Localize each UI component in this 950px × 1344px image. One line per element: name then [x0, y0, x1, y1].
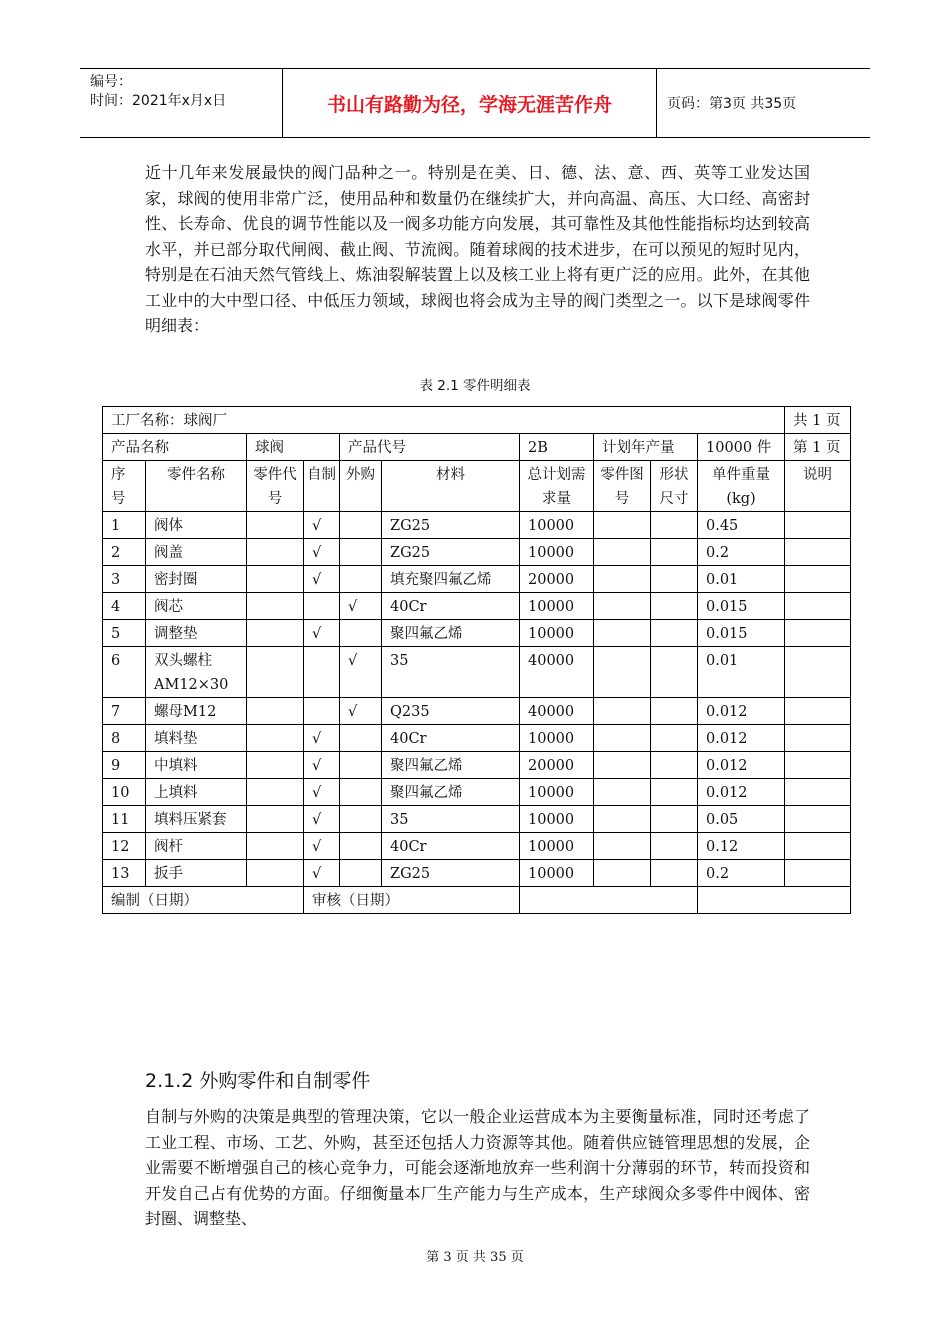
total-quantity: 20000 [520, 752, 594, 779]
section-heading: 2.1.2 外购零件和自制零件 [145, 1070, 371, 1092]
shape-size [651, 620, 698, 647]
product-code-label: 产品代号 [340, 434, 520, 461]
purchased-mark [340, 833, 382, 860]
part-name: 螺母M12 [146, 698, 247, 725]
unit-weight: 0.012 [698, 725, 785, 752]
total-quantity: 40000 [520, 698, 594, 725]
purchased-mark [340, 806, 382, 833]
material: 35 [382, 647, 520, 698]
drawing-no [594, 593, 651, 620]
remark [785, 725, 851, 752]
annual-output: 10000 件 [698, 434, 785, 461]
signature-blank [520, 887, 698, 914]
part-code [247, 512, 304, 539]
self-made-mark: √ [304, 779, 340, 806]
total-quantity: 10000 [520, 725, 594, 752]
row-no: 4 [103, 593, 146, 620]
shape-size [651, 698, 698, 725]
drawing-no [594, 566, 651, 593]
unit-weight: 0.012 [698, 752, 785, 779]
parts-table [102, 406, 851, 914]
col-header: 形状尺寸 [651, 461, 698, 512]
factory-name: 工厂名称：球阀厂 [103, 407, 785, 434]
signature-row [103, 887, 851, 914]
remark [785, 593, 851, 620]
purchased-mark [340, 725, 382, 752]
self-made-mark [304, 647, 340, 698]
material: 聚四氟乙烯 [382, 752, 520, 779]
self-made-mark: √ [304, 833, 340, 860]
row-no: 13 [103, 860, 146, 887]
part-code [247, 833, 304, 860]
remark [785, 860, 851, 887]
unit-weight: 0.05 [698, 806, 785, 833]
time-label: 时间：2021年x月x日 [90, 93, 227, 109]
self-made-mark [304, 593, 340, 620]
table-row [103, 566, 851, 593]
row-no: 5 [103, 620, 146, 647]
material: 聚四氟乙烯 [382, 779, 520, 806]
signature-blank [698, 887, 851, 914]
part-code [247, 725, 304, 752]
purchased-mark [340, 620, 382, 647]
part-name: 阀杆 [146, 833, 247, 860]
part-code [247, 539, 304, 566]
purchased-mark [340, 539, 382, 566]
col-header: 零件名称 [146, 461, 247, 512]
material: ZG25 [382, 512, 520, 539]
drawing-no [594, 833, 651, 860]
shape-size [651, 833, 698, 860]
table-row [103, 620, 851, 647]
row-no: 9 [103, 752, 146, 779]
purchased-mark [340, 779, 382, 806]
remark [785, 647, 851, 698]
table-row [103, 779, 851, 806]
remark [785, 779, 851, 806]
self-made-mark: √ [304, 806, 340, 833]
remark [785, 539, 851, 566]
total-quantity: 10000 [520, 593, 594, 620]
unit-weight: 0.45 [698, 512, 785, 539]
page-header [80, 68, 870, 138]
col-header: 自制 [304, 461, 340, 512]
remark [785, 566, 851, 593]
material: ZG25 [382, 860, 520, 887]
shape-size [651, 647, 698, 698]
total-quantity: 10000 [520, 806, 594, 833]
part-name: 扳手 [146, 860, 247, 887]
product-name-label: 产品名称 [103, 434, 247, 461]
shape-size [651, 539, 698, 566]
drawing-no [594, 806, 651, 833]
col-header: 说明 [785, 461, 851, 512]
part-code [247, 620, 304, 647]
table-caption: 表 2.1 零件明细表 [419, 378, 531, 394]
annual-output-label: 计划年产量 [594, 434, 698, 461]
col-header: 外购 [340, 461, 382, 512]
row-no: 10 [103, 779, 146, 806]
table-row [103, 512, 851, 539]
purchased-mark: √ [340, 593, 382, 620]
total-pages: 共 1 页 [785, 407, 851, 434]
table-row [103, 752, 851, 779]
unit-weight: 0.012 [698, 779, 785, 806]
part-name: 密封圈 [146, 566, 247, 593]
header-motto: 书山有路勤为径，学海无涯苦作舟 [283, 69, 657, 137]
drawing-no [594, 620, 651, 647]
part-name: 填料压紧套 [146, 806, 247, 833]
part-name: 中填料 [146, 752, 247, 779]
intro-paragraph: 近十几年来发展最快的阀门品种之一。特别是在美、日、德、法、意、西、英等工业发达国家，球阀的使用非常广泛，使用品种和数量仍在继续扩大，并向高温、高压、大口经、高密封性、长寿命、优良的调节性能以及一阀多功能方向发展，其可靠性及其他性能指标均达到较高水平，并已部分取代闸阀、截止阀、节流阀。随着球阀的技术进步，在可以预见的短时见内，特别是在石油天然气管线上、炼油裂解装置上以及核工业上将有更广泛的应用。此外，在其他工业中的大中型口径、中低压力领域，球阀也将会成为主导的阀门类型之一。以下是球阀零件明细表： [145, 163, 810, 335]
row-no: 6 [103, 647, 146, 698]
shape-size [651, 725, 698, 752]
page-no: 第 1 页 [785, 434, 851, 461]
review-label: 审核（日期） [304, 887, 520, 914]
total-quantity: 10000 [520, 833, 594, 860]
header-meta [80, 69, 283, 137]
column-header-row [103, 461, 851, 512]
material: 聚四氟乙烯 [382, 620, 520, 647]
shape-size [651, 566, 698, 593]
unit-weight: 0.012 [698, 698, 785, 725]
self-made-mark: √ [304, 566, 340, 593]
part-code [247, 860, 304, 887]
total-quantity: 10000 [520, 779, 594, 806]
page-footer: 第 3 页 共 35 页 [426, 1250, 524, 1265]
drawing-no [594, 860, 651, 887]
drawing-no [594, 752, 651, 779]
product-row [103, 434, 851, 461]
self-made-mark: √ [304, 620, 340, 647]
product-code: 2B [520, 434, 594, 461]
part-name: 填料垫 [146, 725, 247, 752]
self-made-mark: √ [304, 539, 340, 566]
drawing-no [594, 512, 651, 539]
row-no: 11 [103, 806, 146, 833]
table-row [103, 698, 851, 725]
part-code [247, 779, 304, 806]
number-label: 编号： [90, 74, 132, 90]
self-made-mark: √ [304, 725, 340, 752]
product-name: 球阀 [247, 434, 340, 461]
section-paragraph: 自制与外购的决策是典型的管理决策，它以一般企业运营成本为主要衡量标准，同时还考虑了工业工程、市场、工艺、外购，甚至还包括人力资源等其他。随着供应链管理思想的发展，企业需要不断增强自己的核心竞争力，可能会逐渐地放弃一些利润十分薄弱的环节，转而投资和开发自己占有优势的方面。仔细衡量本厂生产能力与生产成本，生产球阀众多零件中阀体、密封圈、调整垫、 [145, 1107, 810, 1228]
remark [785, 698, 851, 725]
part-name: 阀体 [146, 512, 247, 539]
part-code [247, 647, 304, 698]
unit-weight: 0.01 [698, 566, 785, 593]
total-quantity: 40000 [520, 647, 594, 698]
shape-size [651, 860, 698, 887]
drawing-no [594, 647, 651, 698]
unit-weight: 0.12 [698, 833, 785, 860]
part-code [247, 593, 304, 620]
table-row [103, 806, 851, 833]
part-code [247, 698, 304, 725]
header-page-info: 页码：第3页 共35页 [667, 96, 797, 112]
purchased-mark [340, 860, 382, 887]
unit-weight: 0.015 [698, 620, 785, 647]
factory-row [103, 407, 851, 434]
total-quantity: 10000 [520, 539, 594, 566]
material: 40Cr [382, 593, 520, 620]
unit-weight: 0.01 [698, 647, 785, 698]
shape-size [651, 752, 698, 779]
drawing-no [594, 779, 651, 806]
material: Q235 [382, 698, 520, 725]
shape-size [651, 779, 698, 806]
total-quantity: 10000 [520, 860, 594, 887]
unit-weight: 0.2 [698, 860, 785, 887]
remark [785, 620, 851, 647]
table-row [103, 647, 851, 698]
unit-weight: 0.015 [698, 593, 785, 620]
unit-weight: 0.2 [698, 539, 785, 566]
self-made-mark: √ [304, 752, 340, 779]
part-name: 阀盖 [146, 539, 247, 566]
table-row [103, 833, 851, 860]
part-name: 双头螺柱AM12×30 [146, 647, 247, 698]
col-header: 总计划需求量 [520, 461, 594, 512]
purchased-mark [340, 512, 382, 539]
row-no: 3 [103, 566, 146, 593]
row-no: 7 [103, 698, 146, 725]
total-quantity: 20000 [520, 566, 594, 593]
col-header: 零件图号 [594, 461, 651, 512]
shape-size [651, 806, 698, 833]
part-code [247, 566, 304, 593]
part-name: 调整垫 [146, 620, 247, 647]
row-no: 12 [103, 833, 146, 860]
col-header: 序号 [103, 461, 146, 512]
drawing-no [594, 698, 651, 725]
remark [785, 752, 851, 779]
material: 40Cr [382, 833, 520, 860]
purchased-mark [340, 566, 382, 593]
compiled-label: 编制（日期） [103, 887, 304, 914]
part-name: 阀芯 [146, 593, 247, 620]
table-row [103, 539, 851, 566]
part-code [247, 752, 304, 779]
col-header: 零件代号 [247, 461, 304, 512]
remark [785, 806, 851, 833]
purchased-mark: √ [340, 698, 382, 725]
shape-size [651, 593, 698, 620]
material: 35 [382, 806, 520, 833]
self-made-mark: √ [304, 860, 340, 887]
part-code [247, 806, 304, 833]
row-no: 8 [103, 725, 146, 752]
table-row [103, 725, 851, 752]
part-name: 上填料 [146, 779, 247, 806]
material: ZG25 [382, 539, 520, 566]
material: 40Cr [382, 725, 520, 752]
table-row [103, 860, 851, 887]
total-quantity: 10000 [520, 512, 594, 539]
total-quantity: 10000 [520, 620, 594, 647]
self-made-mark: √ [304, 512, 340, 539]
table-row [103, 593, 851, 620]
remark [785, 512, 851, 539]
col-header: 材料 [382, 461, 520, 512]
drawing-no [594, 725, 651, 752]
purchased-mark [340, 752, 382, 779]
shape-size [651, 512, 698, 539]
col-header: 单件重量(kg) [698, 461, 785, 512]
material: 填充聚四氟乙烯 [382, 566, 520, 593]
row-no: 1 [103, 512, 146, 539]
remark [785, 833, 851, 860]
row-no: 2 [103, 539, 146, 566]
self-made-mark [304, 698, 340, 725]
drawing-no [594, 539, 651, 566]
purchased-mark: √ [340, 647, 382, 698]
